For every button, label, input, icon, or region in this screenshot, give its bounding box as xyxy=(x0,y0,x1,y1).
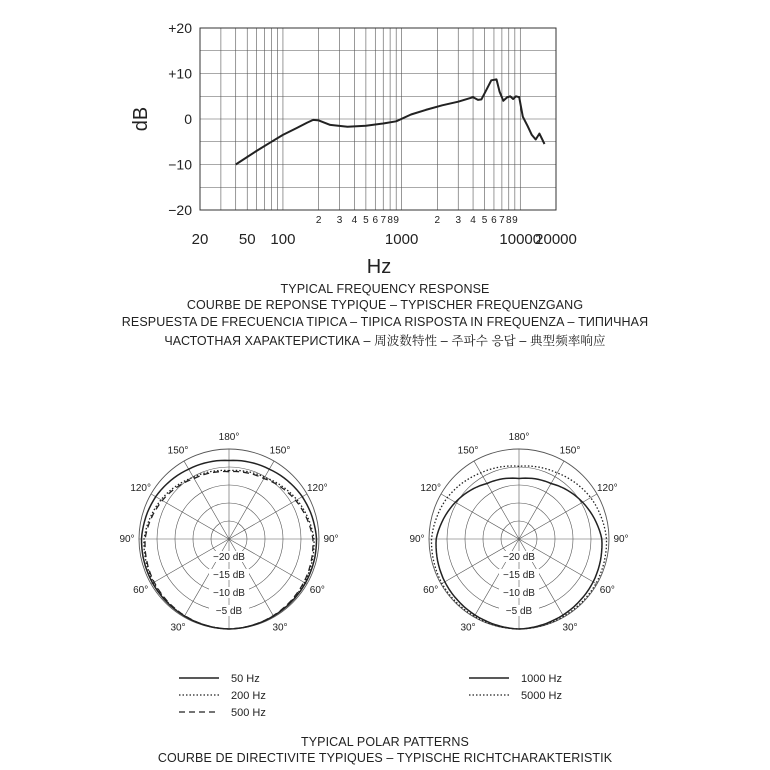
polar-radial-line xyxy=(519,461,564,539)
x-minor-tick-label: 5 xyxy=(481,215,488,226)
x-minor-tick-label: 9 xyxy=(393,215,399,226)
polar-angle-label: 60° xyxy=(309,585,325,596)
x-minor-tick-label: 8 xyxy=(387,215,393,226)
x-tick-label: 10000 xyxy=(499,231,542,248)
x-minor-tick-label: 5 xyxy=(363,215,369,226)
polar-angle-label: 60° xyxy=(423,585,439,596)
polar-angle-label: 60° xyxy=(133,585,149,596)
polar-angle-label: 120° xyxy=(306,483,328,494)
polar-angle-label: 150° xyxy=(559,445,581,457)
polar-angle-label: 90° xyxy=(119,534,135,545)
polar-radial-line xyxy=(519,494,597,539)
polar-ring-label: −10 dB xyxy=(503,588,535,599)
frequency-response-chart xyxy=(0,0,770,290)
freq-grid xyxy=(200,28,556,210)
x-minor-tick-label: 6 xyxy=(372,215,379,226)
x-tick-label: 20000 xyxy=(535,231,577,248)
polar-angle-label: 120° xyxy=(130,483,152,494)
freq-caption-line-3: RESPUESTA DE FRECUENCIA TIPICA – TIPICA RISPOSTA IN FREQUENZA – ТИПИЧНАЯ xyxy=(121,315,649,329)
polar-ring-label: −15 dB xyxy=(503,570,535,581)
legend-label: 500 Hz xyxy=(231,707,266,719)
polar-angle-label: 30° xyxy=(170,622,186,634)
polar-radial-line xyxy=(229,461,274,539)
legend-label: 200 Hz xyxy=(231,690,266,702)
polar-angle-label: 30° xyxy=(562,622,578,634)
polar-caption-line-2: COURBE DE DIRECTIVITE TYPIQUES – TYPISCHE RICHTCHARAKTERISTIK xyxy=(157,751,613,765)
polar-radial-line xyxy=(441,494,519,539)
x-axis-label: Hz xyxy=(366,256,392,278)
freq-caption-line-2: COURBE DE REPONSE TYPIQUE – TYPISCHER FREQUENZGANG xyxy=(186,298,584,312)
polar-angle-label: 150° xyxy=(167,445,189,457)
x-minor-tick-label: 2 xyxy=(434,215,441,226)
x-tick-label: 20 xyxy=(191,231,209,248)
polar-angle-label: 150° xyxy=(269,445,291,457)
polar-angle-label: 90° xyxy=(613,534,629,545)
freq-caption-line-1: TYPICAL FREQUENCY RESPONSE xyxy=(280,282,490,296)
polar-patterns-chart xyxy=(0,380,770,740)
x-tick-label: 100 xyxy=(270,231,296,248)
polar-ring-label: −5 dB xyxy=(505,606,533,617)
polar-ring-label: −10 dB xyxy=(213,588,245,599)
polar-angle-label: 60° xyxy=(599,585,615,596)
polar-angle-label: 120° xyxy=(420,483,442,494)
polar-radial-line xyxy=(184,461,229,539)
polar-angle-label: 30° xyxy=(460,622,476,634)
polar-ring-label: −20 dB xyxy=(503,552,535,563)
freq-caption-line-4: ЧАСТОТНАЯ ХАРАКТЕРИСТИКА – 周波数特性 – 주파수 응답 – 典型频率响应 xyxy=(164,334,606,348)
y-tick-label: +20 xyxy=(168,20,192,36)
polar-ring-label: −5 dB xyxy=(215,606,243,617)
polar-angle-label: 180° xyxy=(508,432,530,443)
polar-plot-2 xyxy=(409,432,628,702)
x-minor-tick-label: 3 xyxy=(455,215,462,226)
polar-angle-label: 120° xyxy=(596,483,618,494)
x-minor-tick-label: 9 xyxy=(512,215,518,226)
polar-angle-label: 150° xyxy=(457,445,479,457)
polar-ring-label: −15 dB xyxy=(213,570,245,581)
polar-plot-1 xyxy=(119,432,338,719)
x-minor-tick-label: 3 xyxy=(336,215,343,226)
legend-label: 5000 Hz xyxy=(521,690,562,702)
y-axis-label: dB xyxy=(130,106,152,132)
x-minor-tick-label: 8 xyxy=(505,215,512,226)
polar-caption-line-1: TYPICAL POLAR PATTERNS xyxy=(301,735,469,749)
y-tick-label: +10 xyxy=(168,65,192,82)
polar-ring-label: −20 dB xyxy=(213,552,245,563)
x-minor-tick-label: 7 xyxy=(380,215,387,226)
x-minor-tick-label: 4 xyxy=(351,215,358,226)
polar-angle-label: 90° xyxy=(409,534,425,545)
legend-label: 1000 Hz xyxy=(521,673,562,685)
legend-label: 50 Hz xyxy=(231,673,260,685)
x-minor-tick-label: 2 xyxy=(315,215,322,226)
x-minor-tick-label: 6 xyxy=(491,215,497,226)
y-tick-label: 0 xyxy=(184,111,192,127)
x-tick-label: 50 xyxy=(238,231,256,248)
polar-angle-label: 180° xyxy=(218,432,240,443)
x-tick-label: 1000 xyxy=(384,231,419,248)
y-tick-label: −20 xyxy=(168,202,192,218)
polar-angle-label: 30° xyxy=(272,622,288,634)
y-tick-label: −10 xyxy=(168,156,192,173)
x-minor-tick-label: 7 xyxy=(499,215,505,226)
polar-angle-label: 90° xyxy=(323,534,339,545)
x-minor-tick-label: 4 xyxy=(470,215,476,226)
